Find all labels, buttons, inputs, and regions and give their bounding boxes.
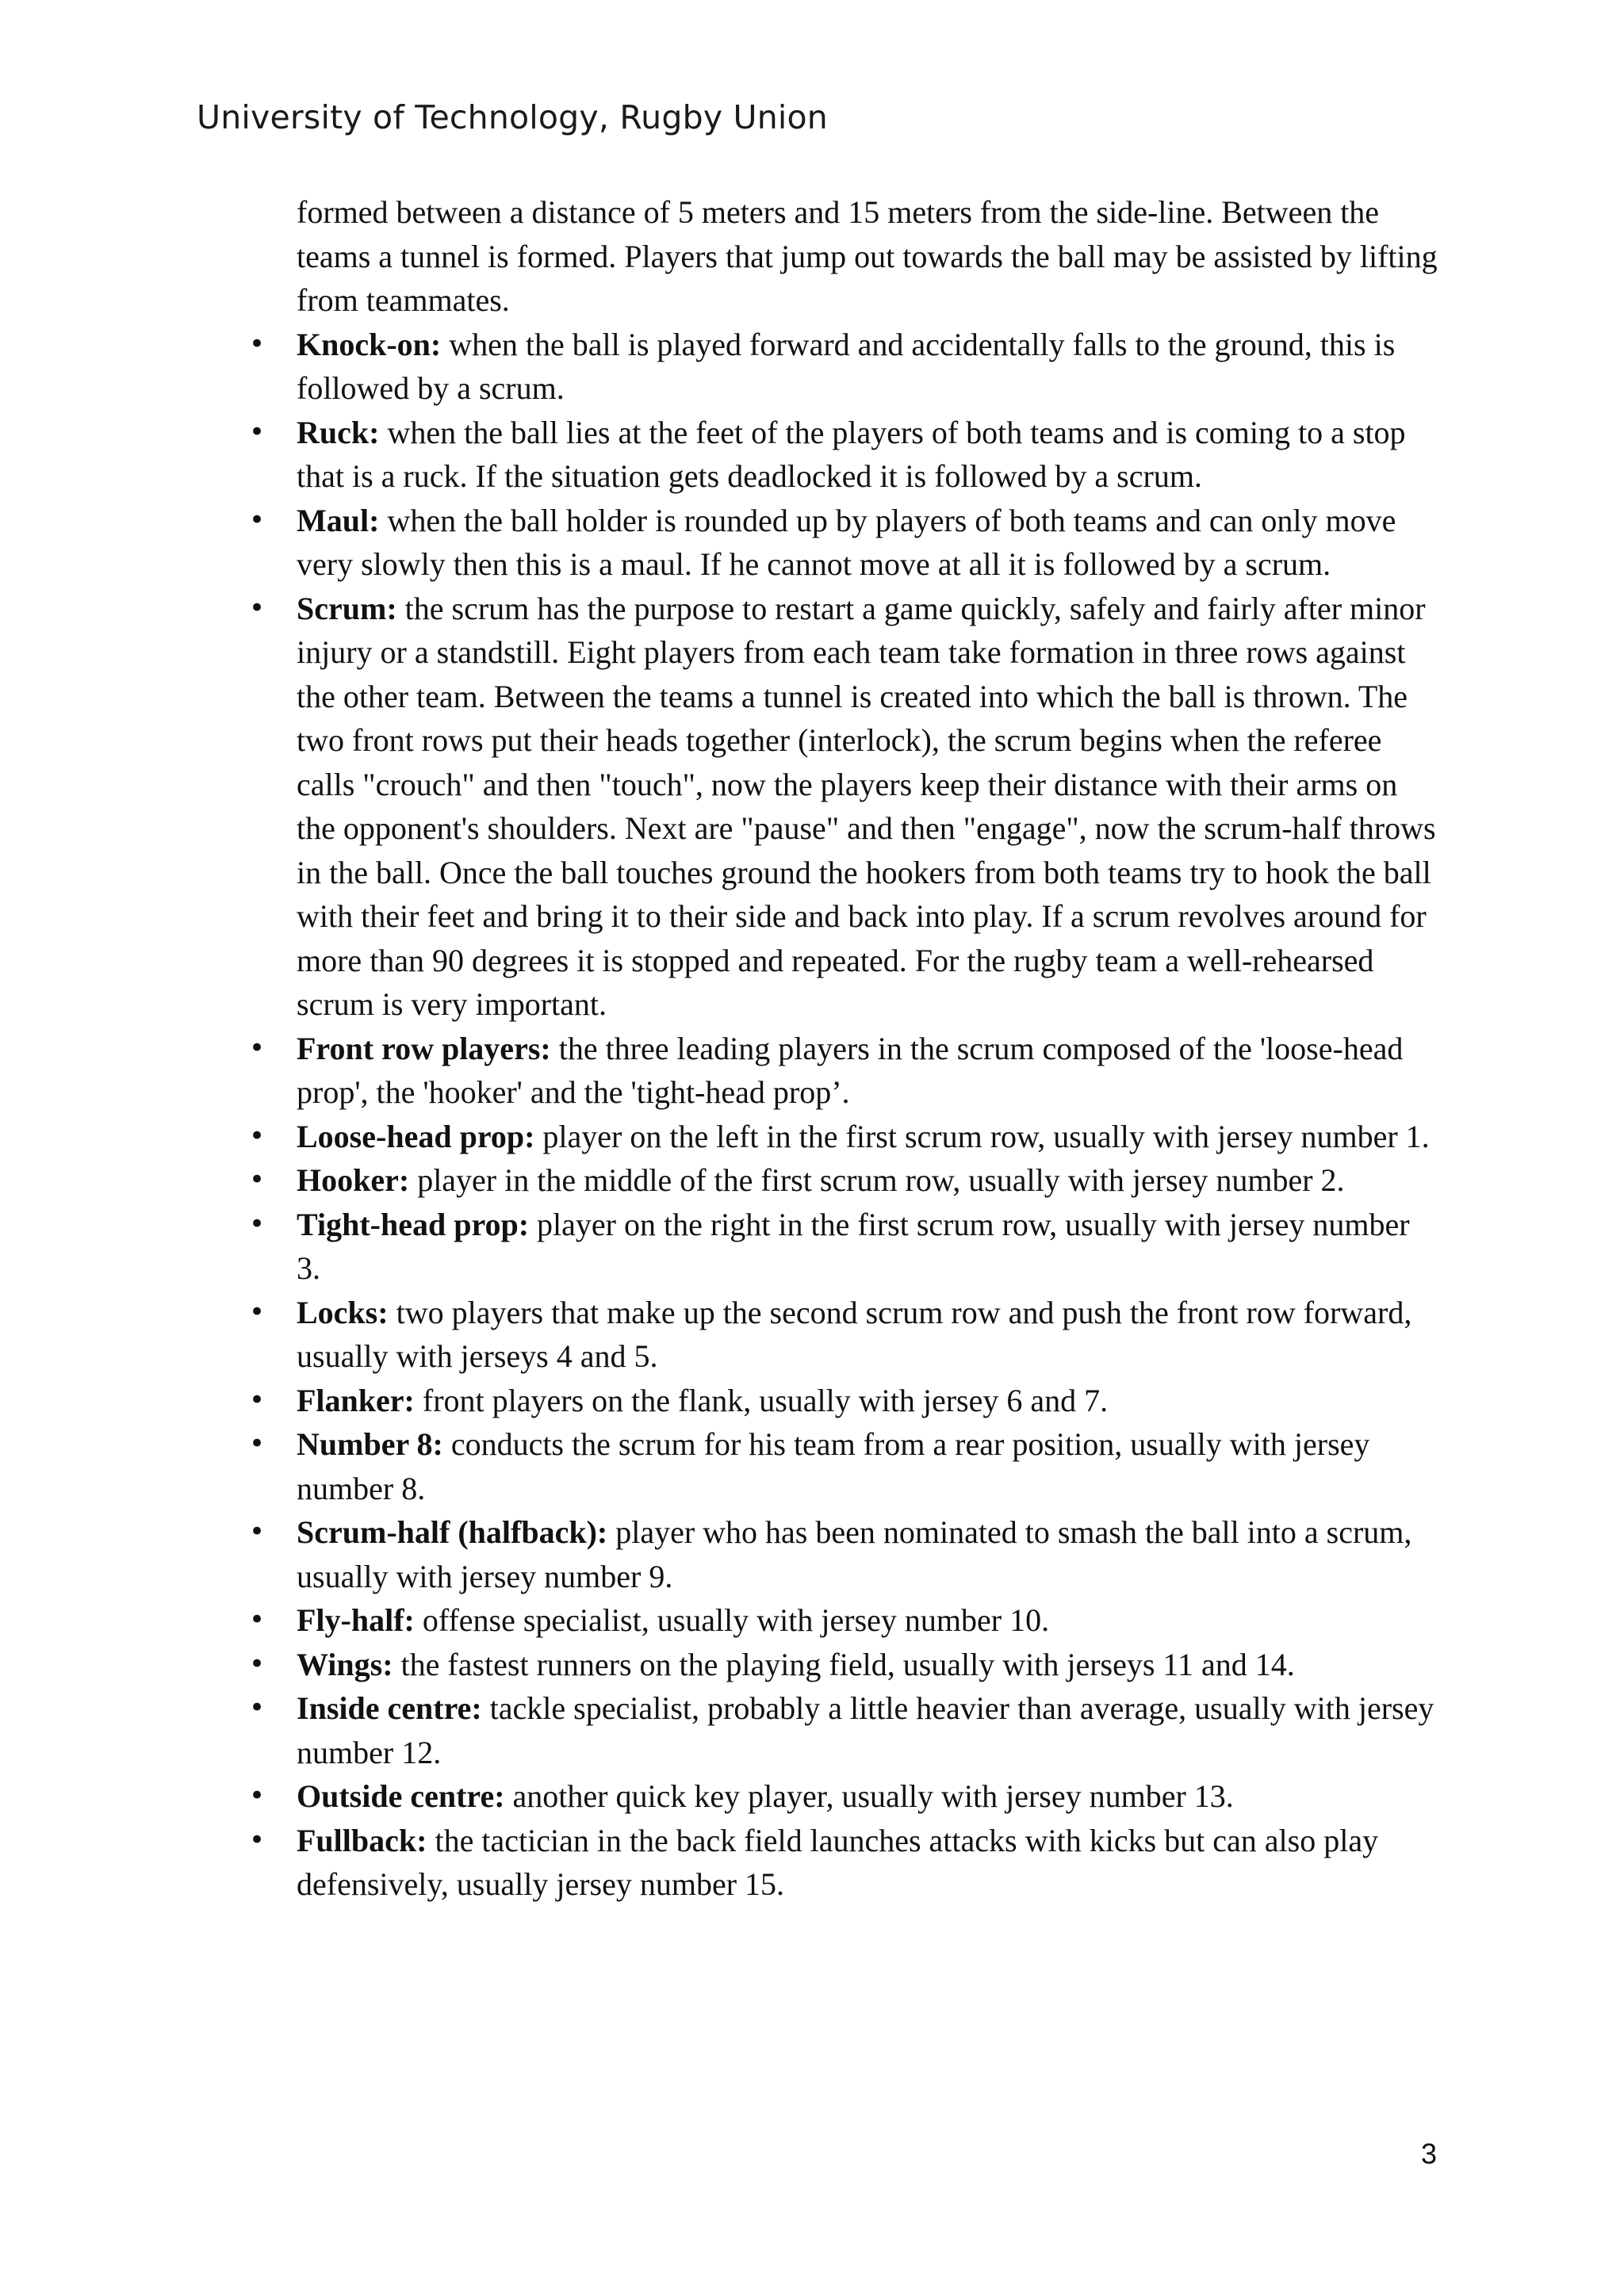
bullet-icon: • <box>249 1383 266 1416</box>
glossary-definition: two players that make up the second scrum row and push the front row forward, usually with jerseys 4 and 5. <box>297 1294 1412 1374</box>
glossary-term: Tight-head prop: <box>297 1206 530 1242</box>
list-item <box>249 411 1438 499</box>
list-item <box>249 1027 1438 1115</box>
glossary-term: Scrum: <box>297 590 397 626</box>
bullet-icon: • <box>249 1428 266 1460</box>
bullet-icon: • <box>249 1647 266 1680</box>
bullet-icon: • <box>249 1031 266 1064</box>
glossary-definition: the scrum has the purpose to restart a game quickly, safely and fairly after minor injury or a standstill. Eight players from each team take formation in three rows against the other team. Between the teams a tunnel is created into which the ball is thrown. The two front rows put their heads together (interlock), the scrum begins when the referee calls "crouch" and then "touch", now the players keep their distance with their arms on the opponent's shoulders. Next are "pause" and then "engage", now the scrum-half throws in the ball. Once the ball touches ground the hookers from both teams try to hook the ball with their feet and bring it to their side and back into play. If a scrum revolves around for more than 90 degrees it is stopped and repeated. For the rugby team a well-rehearsed scrum is very important. <box>297 590 1436 1022</box>
list-item <box>249 1422 1438 1510</box>
glossary-term: Loose-head prop: <box>297 1118 535 1154</box>
list-item <box>249 1379 1438 1423</box>
glossary-term: Locks: <box>297 1294 389 1330</box>
bullet-icon: • <box>249 503 266 536</box>
glossary-definition: the three leading players in the scrum composed of the 'loose-head prop', the 'hooker' and the 'tight-head prop’. <box>297 1030 1404 1110</box>
bullet-icon: • <box>249 1516 266 1548</box>
glossary-definition: when the ball is played forward and accidentally falls to the ground, this is followed by a scrum. <box>297 326 1396 406</box>
list-item <box>249 1115 1438 1159</box>
page-header: University of Technology, Rugby Union <box>197 98 828 136</box>
glossary-definition: when the ball lies at the feet of the players of both teams and is coming to a stop that is a ruck. If the situation gets deadlocked it is followed by a scrum. <box>297 414 1406 494</box>
glossary-term: Scrum-half (halfback): <box>297 1514 608 1550</box>
list-item <box>249 499 1438 587</box>
page-number: 3 <box>1420 2137 1437 2170</box>
list-item <box>249 1819 1438 1907</box>
glossary-term: Inside centre: <box>297 1690 482 1726</box>
glossary-list <box>249 323 1438 1907</box>
bullet-icon: • <box>249 1164 266 1196</box>
body-text <box>249 190 1438 1907</box>
glossary-term: Fullback: <box>297 1822 427 1858</box>
glossary-term: Maul: <box>297 502 380 538</box>
bullet-icon: • <box>249 1692 266 1724</box>
glossary-term: Ruck: <box>297 414 380 450</box>
list-item <box>249 1158 1438 1203</box>
glossary-definition: offense specialist, usually with jersey number 10. <box>414 1602 1050 1638</box>
list-item <box>249 323 1438 411</box>
glossary-term: Hooker: <box>297 1162 410 1198</box>
continuation-paragraph: formed between a distance of 5 meters and 15 meters from the side-line. Between the teams a tunnel is formed. Players that jump out towards the ball may be assisted by lifting from teammates. <box>297 194 1438 318</box>
bullet-icon: • <box>249 1823 266 1856</box>
glossary-term: Number 8: <box>297 1426 443 1462</box>
list-item <box>249 1598 1438 1643</box>
glossary-definition: another quick key player, usually with jersey number 13. <box>504 1778 1234 1814</box>
bullet-icon: • <box>249 1295 266 1328</box>
bullet-icon: • <box>249 1119 266 1152</box>
glossary-definition: front players on the flank, usually with jersey 6 and 7. <box>414 1382 1109 1418</box>
bullet-icon: • <box>249 1780 266 1812</box>
list-item <box>249 1510 1438 1598</box>
glossary-definition: when the ball holder is rounded up by players of both teams and can only move very slowly then this is a maul. If he cannot move at all it is followed by a scrum. <box>297 502 1396 582</box>
glossary-term: Knock-on: <box>297 326 442 362</box>
glossary-definition: conducts the scrum for his team from a rear position, usually with jersey number 8. <box>297 1426 1370 1506</box>
list-item <box>249 1643 1438 1687</box>
list-item <box>249 1774 1438 1819</box>
glossary-definition: player in the middle of the first scrum row, usually with jersey number 2. <box>409 1162 1345 1198</box>
glossary-definition: player who has been nominated to smash the ball into a scrum, usually with jersey number 9. <box>297 1514 1412 1594</box>
bullet-icon: • <box>249 1207 266 1240</box>
list-item <box>249 1203 1438 1291</box>
glossary-definition: the tactician in the back field launches attacks with kicks but can also play defensively, usually jersey number 15. <box>297 1822 1379 1902</box>
bullet-icon: • <box>249 1604 266 1636</box>
glossary-term: Fly-half: <box>297 1602 415 1638</box>
list-item <box>249 1291 1438 1379</box>
glossary-definition: the fastest runners on the playing field, usually with jerseys 11 and 14. <box>393 1646 1295 1682</box>
glossary-definition: player on the left in the first scrum row, usually with jersey number 1. <box>534 1118 1430 1154</box>
glossary-term: Outside centre: <box>297 1778 505 1814</box>
bullet-icon: • <box>249 591 266 624</box>
glossary-term: Front row players: <box>297 1030 551 1066</box>
glossary-term: Wings: <box>297 1646 393 1682</box>
glossary-definition: tackle specialist, probably a little heavier than average, usually with jersey number 12. <box>297 1690 1434 1770</box>
list-item <box>249 587 1438 1027</box>
glossary-definition: player on the right in the first scrum row, usually with jersey number 3. <box>297 1206 1410 1286</box>
glossary-term: Flanker: <box>297 1382 415 1418</box>
bullet-icon: • <box>249 327 266 360</box>
bullet-icon: • <box>249 415 266 448</box>
list-item <box>249 1686 1438 1774</box>
